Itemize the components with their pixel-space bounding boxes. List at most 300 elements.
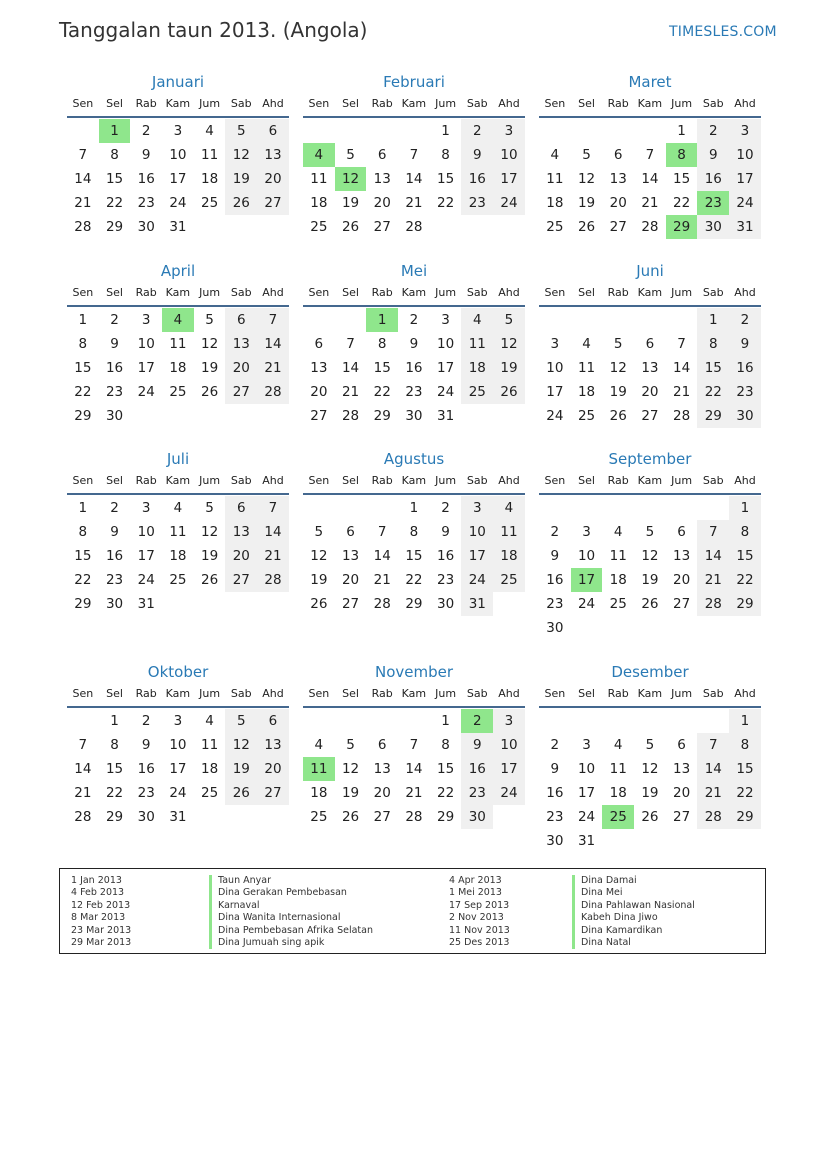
empty-cell [366,709,398,733]
empty-cell [335,308,367,332]
weekday-label: Rab [371,687,393,700]
day-cell: 25 [201,785,219,801]
header-divider [539,116,761,118]
weekday-label: Kam [401,687,427,700]
day-cell: 26 [225,191,257,215]
weekday-label: Sel [578,687,595,700]
day-cell: 23 [405,384,423,400]
holiday-day-cell: 2 [461,709,493,733]
day-grid [67,308,289,428]
day-cell: 16 [137,761,155,777]
day-cell: 13 [257,143,289,167]
day-cell: 14 [673,360,691,376]
day-cell: 29 [697,404,729,428]
empty-cell [634,496,666,520]
day-cell: 12 [225,733,257,757]
page-title: Tanggalan taun 2013. (Angola) [59,18,368,42]
day-cell: 15 [729,757,761,781]
day-cell: 24 [493,781,525,805]
day-cell: 27 [257,191,289,215]
legend-date: 29 Mar 2013 [71,937,132,949]
empty-cell [571,119,603,143]
day-grid [67,709,289,829]
day-cell: 22 [105,785,124,801]
header-divider [303,493,525,495]
day-cell: 22 [74,384,92,400]
weekday-header [539,95,761,113]
day-cell: 26 [341,219,360,235]
day-grid [303,496,525,616]
day-cell: 21 [257,544,289,568]
day-cell: 5 [225,119,257,143]
day-cell: 26 [609,408,627,424]
day-cell: 19 [201,548,219,564]
day-grid [539,709,761,853]
brand-link[interactable]: TIMESLES.COM [669,24,777,40]
day-cell: 7 [697,733,729,757]
day-cell: 3 [141,312,151,328]
header-divider [539,305,761,307]
day-cell: 20 [373,785,391,801]
weekday-header [303,95,525,113]
day-cell: 30 [546,620,564,636]
day-cell: 31 [169,219,187,235]
day-cell: 9 [110,524,119,540]
day-cell: 5 [645,737,655,753]
day-cell: 8 [729,520,761,544]
header-divider [303,706,525,708]
day-cell: 25 [201,195,219,211]
weekday-label: Ahd [498,286,520,299]
day-cell: 29 [729,805,761,829]
day-cell: 2 [141,713,151,729]
day-cell: 23 [729,380,761,404]
day-cell: 15 [373,360,391,376]
weekday-label: Rab [135,286,157,299]
day-grid [303,709,525,829]
weekday-label: Kam [401,474,427,487]
weekday-label: Rab [607,474,629,487]
day-cell: 20 [609,195,627,211]
day-cell: 22 [729,781,761,805]
day-cell: 24 [137,384,155,400]
weekday-label: Kam [165,687,191,700]
weekday-label: Kam [165,474,191,487]
weekday-label: Kam [637,474,663,487]
day-cell: 21 [697,781,729,805]
day-cell: 22 [437,785,455,801]
day-cell: 29 [74,408,92,424]
day-cell: 28 [405,809,423,825]
day-cell: 9 [461,143,493,167]
legend-holiday-name: Karnaval [209,900,373,912]
day-cell: 4 [314,737,324,753]
day-cell: 30 [137,809,155,825]
day-cell: 11 [201,147,219,163]
weekday-label: Jum [671,97,693,110]
day-cell: 3 [141,500,151,516]
day-cell: 27 [373,809,391,825]
day-cell: 30 [105,408,124,424]
day-cell: 10 [461,520,493,544]
day-cell: 27 [310,408,328,424]
day-cell: 21 [641,195,659,211]
weekday-header [67,685,289,703]
day-cell: 28 [341,408,360,424]
holiday-day-cell: 25 [602,805,634,829]
day-cell: 28 [673,408,691,424]
weekday-label: Sel [106,687,123,700]
day-cell: 30 [461,805,493,829]
day-cell: 6 [346,524,355,540]
day-cell: 30 [137,219,155,235]
day-cell: 28 [74,219,92,235]
day-cell: 8 [78,336,88,352]
day-cell: 5 [314,524,324,540]
day-cell: 10 [137,524,155,540]
day-cell: 7 [257,496,289,520]
weekday-label: Ahd [734,474,756,487]
weekday-label: Jum [671,687,693,700]
empty-cell [634,709,666,733]
day-cell: 21 [697,568,729,592]
day-cell: 23 [105,384,124,400]
day-cell: 11 [201,737,219,753]
day-cell: 1 [441,713,450,729]
weekday-label: Rab [607,286,629,299]
day-cell: 24 [169,785,187,801]
month-april [67,262,289,428]
day-cell: 13 [373,761,391,777]
day-cell: 17 [437,360,455,376]
day-cell: 9 [409,336,419,352]
day-cell: 3 [173,713,183,729]
day-cell: 27 [641,408,659,424]
day-cell: 18 [493,544,525,568]
weekday-label: Sel [106,474,123,487]
day-cell: 6 [377,737,387,753]
weekday-label: Jum [671,474,693,487]
holiday-legend [59,868,766,954]
weekday-label: Ahd [498,474,520,487]
weekday-label: Sen [308,97,330,110]
day-cell: 9 [550,761,560,777]
empty-cell [398,119,430,143]
day-cell: 19 [225,167,257,191]
weekday-label: Ahd [262,286,284,299]
day-cell: 1 [677,123,686,139]
day-cell: 1 [729,496,761,520]
day-cell: 9 [110,336,119,352]
day-cell: 25 [493,568,525,592]
day-cell: 2 [141,123,151,139]
day-cell: 8 [697,332,729,356]
day-cell: 31 [437,408,455,424]
month-maret [539,73,761,239]
day-cell: 20 [673,785,691,801]
weekday-label: Kam [637,97,663,110]
day-cell: 31 [169,809,187,825]
day-cell: 2 [441,500,450,516]
month-juli [67,450,289,616]
day-cell: 27 [225,380,257,404]
weekday-label: Jum [671,286,693,299]
legend-holiday-name: Dina Wanita Internasional [209,912,373,924]
weekday-label: Rab [607,97,629,110]
month-name: Mei [400,262,428,280]
weekday-label: Kam [401,97,427,110]
day-cell: 14 [373,548,391,564]
header-divider [539,493,761,495]
empty-cell [398,709,430,733]
legend-holiday-name: Taun Anyar [209,875,373,887]
day-cell: 30 [405,408,423,424]
day-cell: 21 [74,785,92,801]
day-cell: 7 [257,308,289,332]
day-cell: 26 [201,384,219,400]
day-cell: 16 [697,167,729,191]
day-cell: 10 [169,737,187,753]
day-cell: 10 [577,548,596,564]
day-cell: 14 [697,757,729,781]
day-cell: 7 [377,524,387,540]
day-cell: 3 [550,336,560,352]
legend-date: 2 Nov 2013 [449,912,504,924]
day-cell: 11 [609,548,627,564]
day-cell: 26 [310,596,328,612]
weekday-label: Sab [466,474,488,487]
legend-date: 8 Mar 2013 [71,912,126,924]
header-divider [67,116,289,118]
day-grid [67,496,289,616]
day-cell: 16 [105,360,124,376]
header-divider [303,116,525,118]
day-cell: 15 [697,356,729,380]
month-september [539,450,761,640]
holiday-day-cell: 1 [366,308,398,332]
empty-cell [602,119,634,143]
day-cell: 13 [641,360,659,376]
day-cell: 4 [550,147,560,163]
weekday-header [67,284,289,302]
day-cell: 5 [346,147,355,163]
weekday-label: Sen [544,286,566,299]
holiday-day-cell: 12 [335,167,367,191]
day-cell: 14 [341,360,360,376]
day-cell: 7 [78,147,88,163]
day-cell: 29 [373,408,391,424]
day-cell: 17 [137,360,155,376]
header-divider [539,706,761,708]
day-cell: 24 [546,408,564,424]
weekday-label: Sab [466,97,488,110]
weekday-label: Jum [435,474,457,487]
weekday-label: Sab [466,687,488,700]
legend-date: 4 Apr 2013 [449,875,502,886]
weekday-header [67,95,289,113]
day-cell: 20 [257,167,289,191]
day-cell: 17 [546,384,564,400]
weekday-label: Jum [199,687,221,700]
day-cell: 19 [341,195,360,211]
day-cell: 3 [582,524,591,540]
day-cell: 23 [461,781,493,805]
day-cell: 3 [729,119,761,143]
weekday-label: Ahd [734,286,756,299]
day-cell: 1 [78,500,88,516]
day-cell: 14 [257,332,289,356]
legend-date: 1 Mei 2013 [449,887,502,899]
day-cell: 29 [74,596,92,612]
day-cell: 15 [74,360,92,376]
day-cell: 6 [677,524,686,540]
day-cell: 4 [613,524,623,540]
day-cell: 14 [405,171,423,187]
day-cell: 4 [205,123,214,139]
empty-cell [335,496,367,520]
day-cell: 5 [613,336,623,352]
day-cell: 20 [225,356,257,380]
day-cell: 8 [110,147,119,163]
day-cell: 31 [461,592,493,616]
day-cell: 17 [169,761,187,777]
day-cell: 5 [205,312,214,328]
day-cell: 13 [225,332,257,356]
day-cell: 28 [641,219,659,235]
day-cell: 18 [169,360,187,376]
day-cell: 11 [493,520,525,544]
day-cell: 24 [461,568,493,592]
day-cell: 11 [310,171,328,187]
day-cell: 23 [461,191,493,215]
holiday-day-cell: 4 [303,143,335,167]
day-cell: 1 [78,312,88,328]
month-juni [539,262,761,428]
weekday-label: Sen [308,687,330,700]
weekday-header [303,284,525,302]
empty-cell [67,709,99,733]
day-cell: 12 [201,524,219,540]
day-cell: 19 [641,785,659,801]
day-cell: 28 [257,568,289,592]
weekday-label: Sen [72,687,94,700]
day-cell: 25 [577,408,596,424]
legend-date: 23 Mar 2013 [71,924,132,936]
day-cell: 10 [169,147,187,163]
day-cell: 9 [461,733,493,757]
day-cell: 12 [609,360,627,376]
weekday-label: Kam [637,687,663,700]
day-cell: 26 [641,596,659,612]
day-cell: 21 [673,384,691,400]
day-cell: 11 [461,332,493,356]
legend-holiday-name: Dina Damai [572,875,695,887]
empty-cell [335,709,367,733]
day-cell: 12 [225,143,257,167]
day-cell: 30 [697,215,729,239]
day-cell: 10 [437,336,455,352]
day-cell: 7 [409,737,419,753]
day-cell: 7 [78,737,88,753]
weekday-label: Kam [165,286,191,299]
day-cell: 25 [169,384,187,400]
weekday-header [539,685,761,703]
day-cell: 26 [201,572,219,588]
day-cell: 6 [645,336,655,352]
month-name: Oktober [147,663,209,681]
day-cell: 31 [137,596,155,612]
day-cell: 14 [641,171,659,187]
empty-cell [666,496,698,520]
day-cell: 4 [613,737,623,753]
day-cell: 23 [105,572,124,588]
day-cell: 2 [697,119,729,143]
legend-holiday-name: Dina Jumuah sing apik [209,937,373,949]
holiday-day-cell: 11 [303,757,335,781]
day-cell: 8 [377,336,387,352]
empty-cell [602,308,634,332]
day-cell: 12 [493,332,525,356]
day-cell: 11 [169,336,187,352]
day-cell: 23 [137,785,155,801]
empty-cell [303,308,335,332]
day-cell: 29 [105,809,124,825]
day-cell: 5 [225,709,257,733]
legend-holiday-name: Dina Mei [572,887,695,899]
day-cell: 21 [257,356,289,380]
day-cell: 9 [441,524,450,540]
day-cell: 19 [493,356,525,380]
weekday-label: Sab [702,97,724,110]
day-cell: 21 [405,195,423,211]
holiday-day-cell: 4 [162,308,194,332]
weekday-label: Sel [342,474,359,487]
month-desember [539,663,761,853]
weekday-label: Sab [230,687,252,700]
weekday-label: Sel [106,97,123,110]
month-name: Februari [383,73,445,91]
weekday-label: Ahd [262,687,284,700]
day-cell: 13 [257,733,289,757]
weekday-label: Rab [135,474,157,487]
empty-cell [571,308,603,332]
legend-date: 1 Jan 2013 [71,875,122,886]
month-name: Juli [166,450,190,468]
day-cell: 15 [405,548,423,564]
day-cell: 4 [461,308,493,332]
empty-cell [539,709,571,733]
month-mei [303,262,525,428]
day-cell: 19 [609,384,627,400]
day-cell: 6 [225,308,257,332]
month-januari [67,73,289,239]
weekday-label: Jum [199,286,221,299]
day-cell: 16 [105,548,124,564]
day-cell: 16 [546,785,564,801]
month-name: Agustus [383,450,445,468]
weekday-label: Sel [106,286,123,299]
day-grid [303,308,525,428]
day-cell: 15 [437,761,455,777]
weekday-label: Sen [308,286,330,299]
day-cell: 12 [341,761,360,777]
day-cell: 24 [437,384,455,400]
day-cell: 28 [74,809,92,825]
day-cell: 20 [673,572,691,588]
day-cell: 31 [577,833,596,849]
day-cell: 24 [577,809,596,825]
legend-holiday-name: Dina Kamardikan [572,925,695,937]
